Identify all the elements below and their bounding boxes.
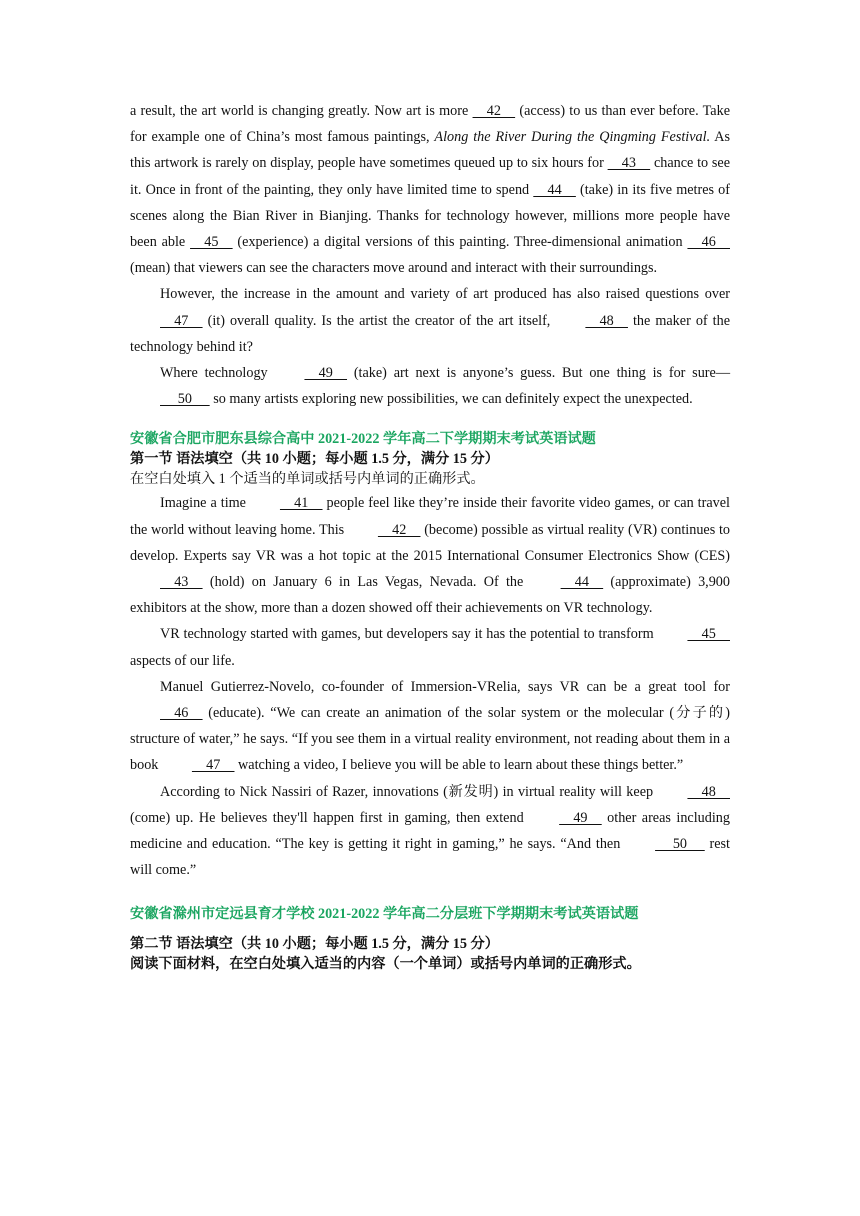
answer-blank: 47	[191, 757, 235, 774]
document-page	[130, 98, 730, 975]
answer-blank: 49	[559, 809, 602, 826]
section-2	[130, 428, 730, 883]
paragraph: a result, the art world is changing greatly. Now art is more 42 (access) to us than ever before. Take for example one of China’s most famous paintings, Along the River During the Qingming Festival. As this artwork is rarely on display, people have sometimes queued up to six hours for 43 chance to see it. Once in front of the painting, they only have limited time to spend 44 (take) in its five metres of scenes along the Bian River in Bianjing. Thanks for technology however, millions more people have been able 45 (experience) a digital versions of this painting. Three-dimensional animation 46 (mean) that viewers can see the characters move around and interact with their surroundings.	[130, 98, 730, 281]
passage-1	[130, 98, 730, 412]
section-instruction: 阅读下面材料，在空白处填入适当的内容（一个单词）或括号内单词的正确形式。	[130, 956, 641, 973]
section-subtitle: 第一节 语法填空（共 10 小题；每小题 1.5 分，满分 15 分）	[130, 451, 499, 468]
section-title: 安徽省滁州市定远县育才学校 2021-2022 学年高二分层班下学期期末考试英语试题	[130, 906, 639, 923]
answer-blank: 48	[585, 312, 628, 329]
answer-blank: 42	[377, 521, 421, 538]
paragraph: According to Nick Nassiri of Razer, innovations (新发明) in virtual reality will keep 48 (come) up. He believes they'll happen first in gaming, then extend 49 other areas including medicine and education. “The key is getting it right in gaming,” he says. “And then 50 rest will come.”	[130, 779, 730, 884]
answer-blank: 46	[687, 234, 730, 251]
paragraph: Where technology 49 (take) art next is anyone’s guess. But one thing is for sure— 50 so many artists exploring new possibilities, we can definitely expect the unexpected.	[130, 360, 730, 412]
section-title: 安徽省合肥市肥东县综合高中 2021-2022 学年高二下学期期末考试英语试题	[130, 431, 596, 448]
answer-blank: 44	[560, 574, 604, 591]
answer-blank: 45	[190, 234, 233, 251]
paragraph: However, the increase in the amount and variety of art produced has also raised questions over 47 (it) overall quality. Is the artist the creator of the art itself, 48 the maker of the technology behind it?	[130, 286, 731, 355]
answer-blank: 49	[304, 365, 348, 382]
section-subtitle: 第二节 语法填空（共 10 小题；每小题 1.5 分，满分 15 分）	[130, 936, 499, 953]
section-3	[130, 903, 730, 975]
paragraph: VR technology started with games, but developers say it has the potential to transform 45 aspects of our life.	[130, 621, 730, 673]
answer-blank: 45	[687, 626, 730, 643]
answer-blank: 44	[533, 181, 576, 198]
paragraph: Imagine a time 41 people feel like they’re inside their favorite video games, or can travel the world without leaving home. This 42 (become) possible as virtual reality (VR) continues to develop. Experts say VR was a hot topic at the 2015 International Consumer Electronics Show (CES) 43 (hold) on January 6 in Las Vegas, Nevada. Of the 44 (approximate) 3,900 exhibitors at the show, more than a dozen showed off their achievements on VR technology.	[130, 490, 730, 621]
answer-blank: 43	[160, 574, 203, 591]
answer-blank: 50	[160, 391, 210, 408]
answer-blank: 43	[607, 155, 651, 172]
answer-blank: 47	[160, 312, 203, 329]
paragraph: Manuel Gutierrez-Novelo, co-founder of Immersion-VRelia, says VR can be a great tool for 46 (educate). “We can create an animation of the solar system or the molecular (分子的) structure of water,” he says. “If you see them in a virtual reality environment, not reading about them in a book 47 watching a video, I believe you will be able to learn about these things better.”	[130, 674, 730, 779]
answer-blank: 48	[687, 783, 730, 800]
answer-blank: 46	[160, 705, 203, 722]
italic-title: Along the River During the Qingming Festival.	[434, 129, 711, 146]
answer-blank: 42	[472, 103, 516, 119]
answer-blank: 41	[279, 495, 323, 512]
section-instruction: 在空白处填入 1 个适当的单词或括号内单词的正确形式。	[130, 471, 485, 488]
answer-blank: 50	[655, 836, 705, 853]
